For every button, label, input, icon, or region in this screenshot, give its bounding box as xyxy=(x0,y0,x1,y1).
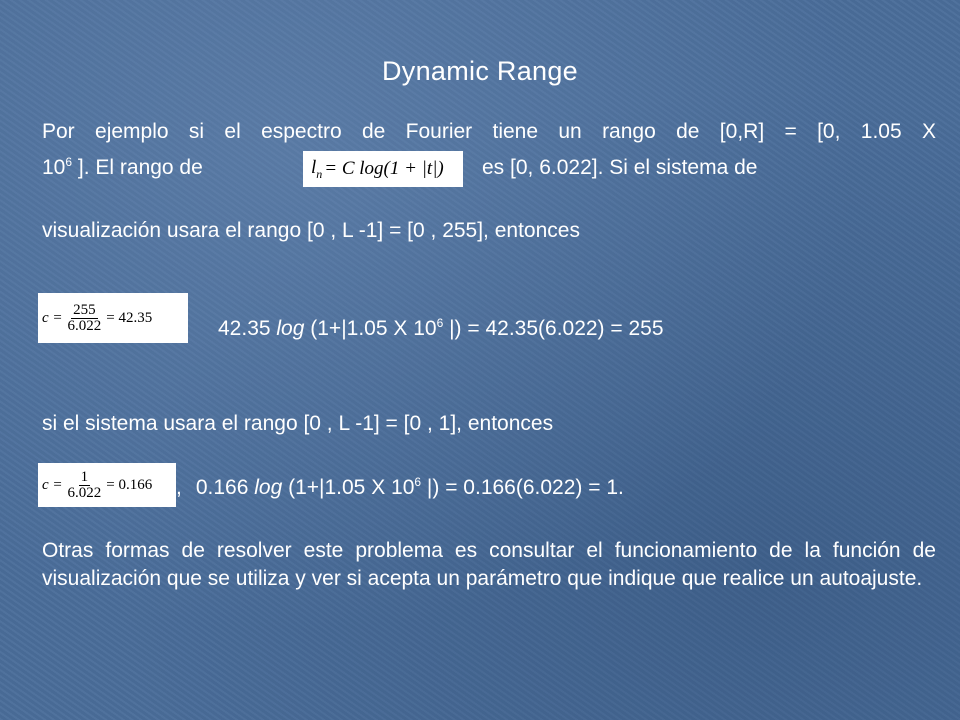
formula-c2-fraction xyxy=(66,470,104,501)
formula-ln-image xyxy=(303,151,463,187)
formula-c1-rhs: = 42.35 xyxy=(106,309,153,326)
paragraph-3: Otras formas de resolver este problema es consultar el funcionamiento de la función de visualización que se utiliza y ver si acepta un parámetro que indique que realice un autoajuste. xyxy=(42,539,936,590)
equation-1-log: log xyxy=(276,317,305,340)
formula-c2-rhs: = 0.166 xyxy=(106,476,153,493)
equation-1-exponent: 6 xyxy=(436,316,444,330)
equation-1-arg: (1+|1.05 X 10 xyxy=(304,317,437,340)
paragraph-1-line-3: visualización usara el rango [0 , L -1] = [0 , 255], entonces xyxy=(42,219,580,242)
formula-c2-denominator: 6.022 xyxy=(67,484,102,501)
equation-2-coef: 0.166 xyxy=(195,476,255,499)
equation-2-log: log xyxy=(254,476,283,499)
equation-2-result: |) = 0.166(6.022) = 1. xyxy=(421,476,624,499)
paragraph-2: si el sistema usara el rango [0 , L -1] = [0 , 1], entonces xyxy=(42,412,554,435)
paragraph-1-line-2-left xyxy=(42,154,203,182)
paragraph-1-line-1: Por ejemplo si el espectro de Fourier tiene un rango de [0,R] = [0, 1.05 X xyxy=(42,120,936,143)
formula-c1-denominator: 6.022 xyxy=(67,317,102,334)
range-text: ]. El rango de xyxy=(72,156,203,179)
formula-c1-lhs: c = xyxy=(42,309,63,326)
formula-c1-fraction xyxy=(66,303,104,334)
equation-1-coef: 42.35 xyxy=(218,317,277,340)
formula-c2-lhs: c = xyxy=(42,476,63,493)
exponent: 6 xyxy=(65,155,73,169)
formula-c2-numerator: 1 xyxy=(80,468,89,485)
equation-2-arg: (1+|1.05 X 10 xyxy=(282,476,415,499)
formula-c1-numerator: 255 xyxy=(73,301,96,318)
equation-2-comma: , xyxy=(176,476,182,499)
formula-ln-rhs: = C log(1 + |t|) xyxy=(324,158,444,179)
equation-1 xyxy=(218,315,664,343)
equation-2 xyxy=(176,474,624,502)
formula-ln-lhs: $l_n$ xyxy=(311,156,323,181)
formula-c2-image xyxy=(38,463,176,507)
formula-ln-sub: n xyxy=(316,166,323,181)
slide-title: Dynamic Range xyxy=(382,56,578,86)
formula-c1-image xyxy=(38,293,188,343)
equation-1-result: |) = 42.35(6.022) = 255 xyxy=(443,317,664,340)
exponent-base: 10 xyxy=(42,156,66,179)
paragraph-1-line-2-right: es [0, 6.022]. Si el sistema de xyxy=(482,156,758,179)
equation-2-exponent: 6 xyxy=(414,475,422,489)
